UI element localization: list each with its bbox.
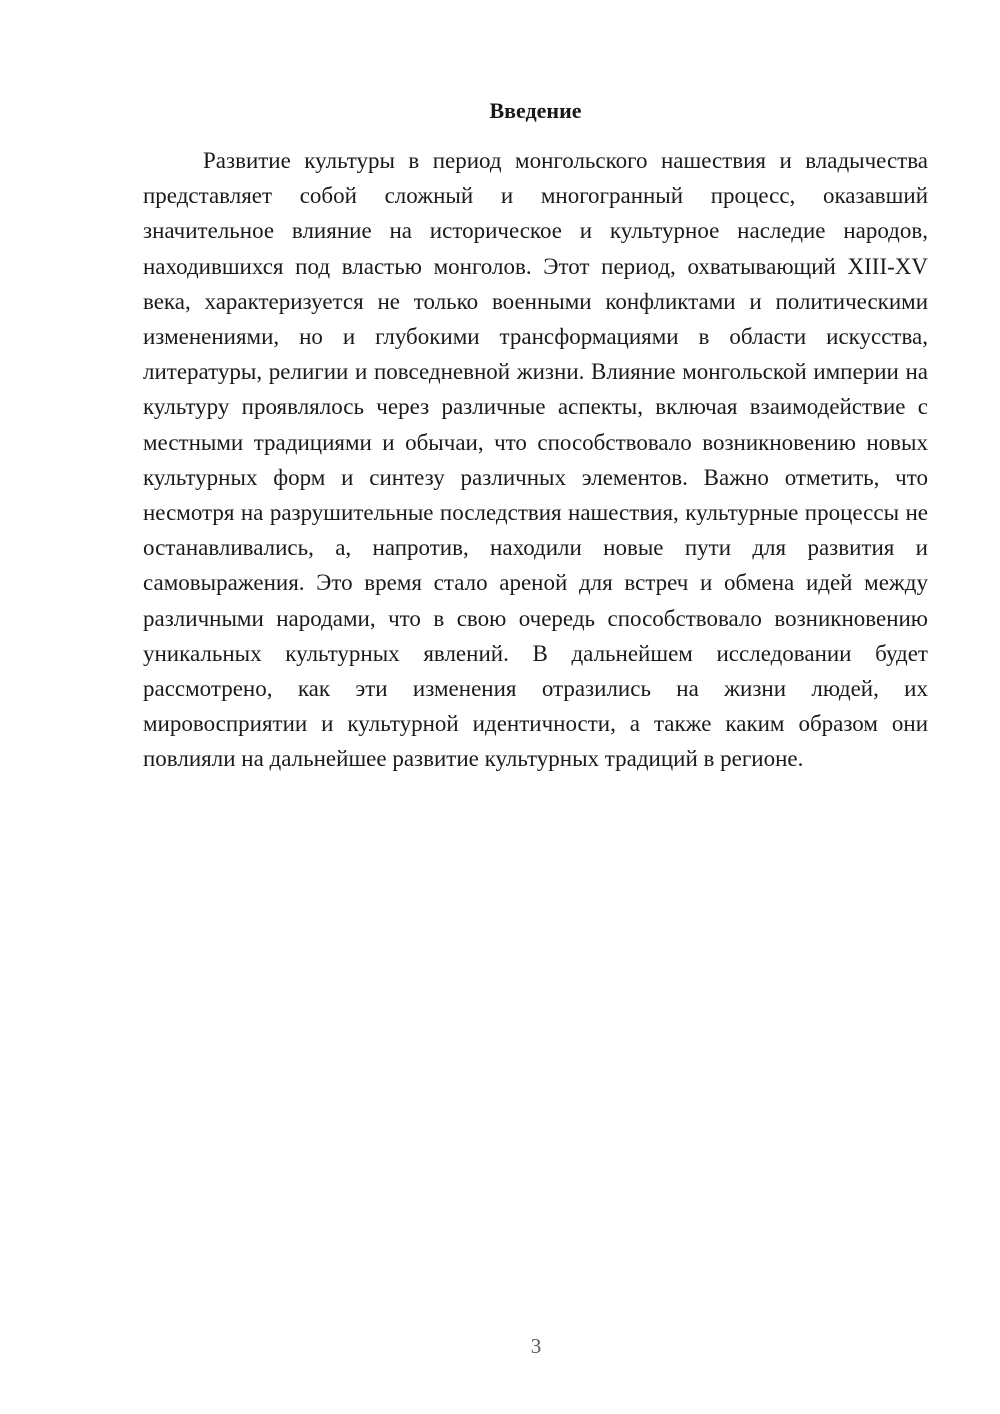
section-heading: Введение xyxy=(489,98,582,123)
body-paragraph: Развитие культуры в период монгольского нашествия и владычества представляет собой сложный и многогранный процесс, оказавший значительное влияние на историческое и культурное наследие народов, находившихся под властью монголов. Этот период, охватывающий XIII-XV века, характеризуется не только военными конфликтами и политическими изменениями, но и глубокими трансформациями в области искусства, литературы, религии и повседневной жизни. Влияние монгольской империи на культуру проявлялось через различные аспекты, включая взаимодействие с местными традициями и обычаи, что способствовало возникновению новых культурных форм и синтезу различных элементов. Важно отметить, что несмотря на разрушительные последствия нашествия, культурные процессы не останавливались, а, напротив, находили новые пути для развития и самовыражения. Это время стало ареной для встреч и обмена идей между различными народами, что в свою очередь способствовало возникновению уникальных культурных явлений. В дальнейшем исследовании будет рассмотрено, как эти изменения отразились на жизни людей, их мировосприятии и культурной идентичности, а также каким образом они повлияли на дальнейшее развитие культурных традиций в регионе. xyxy=(143,148,928,772)
page-number: 3 xyxy=(530,1334,542,1358)
